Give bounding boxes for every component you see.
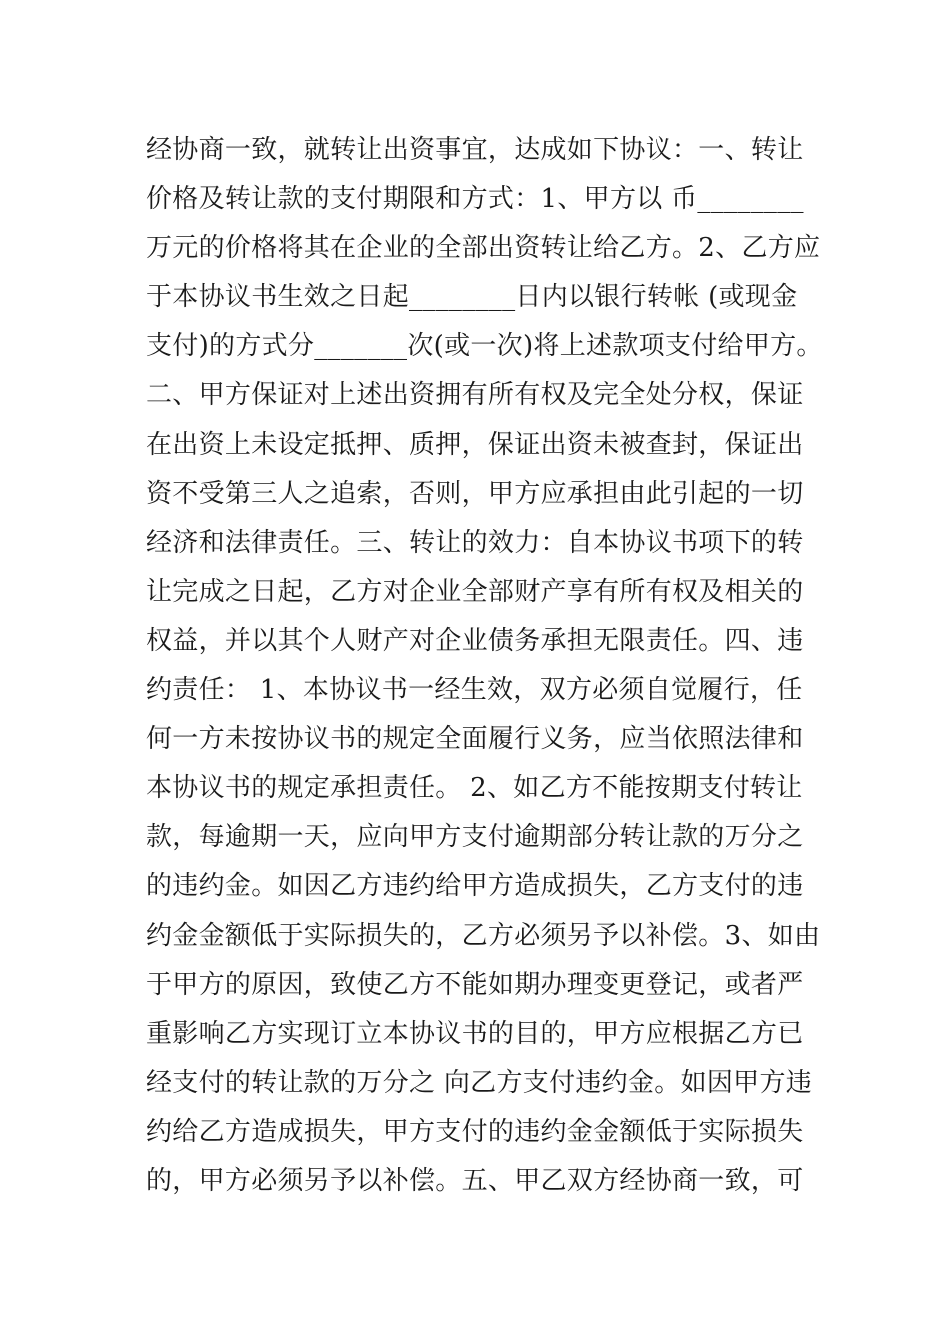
text-line-6: 二、甲方保证对上述出资拥有所有权及完全处分权，保证 xyxy=(146,380,804,411)
text-line-11: 权益，并以其个人财产对企业债务承担无限责任。四、违 xyxy=(146,625,804,656)
text-line-22: 的，甲方必须另予以补偿。五、甲乙双方经协商一致，可 xyxy=(146,1165,804,1196)
text-line-15: 款，每逾期一天，应向甲方支付逾期部分转让款的万分之 xyxy=(146,822,804,853)
text-line-21: 约给乙方造成损失，甲方支付的违约金金额低于实际损失 xyxy=(146,1116,804,1147)
text-line-9: 经济和法律责任。三、转让的效力：自本协议书项下的转 xyxy=(146,527,804,558)
text-line-20: 经支付的转让款的万分之 向乙方支付违约金。如因甲方违 xyxy=(146,1067,813,1098)
text-line-13: 何一方未按协议书的规定全面履行义务，应当依照法律和 xyxy=(146,724,804,755)
text-line-2: 价格及转让款的支付期限和方式：1、甲方以 币________ xyxy=(146,184,804,215)
text-line-18: 于甲方的原因，致使乙方不能如期办理变更登记，或者严 xyxy=(146,969,804,1000)
text-line-5: 支付)的方式分_______次(或一次)将上述款项支付给甲方。 xyxy=(146,331,823,362)
text-line-12: 约责任： 1、本协议书一经生效，双方必须自觉履行，任 xyxy=(146,675,803,706)
text-line-1: 经协商一致，就转让出资事宜，达成如下协议：一、转让 xyxy=(146,135,804,165)
text-line-10: 让完成之日起，乙方对企业全部财产享有所有权及相关的 xyxy=(146,576,804,607)
text-line-7: 在出资上未设定抵押、质押，保证出资未被查封，保证出 xyxy=(146,429,804,460)
text-line-16: 的违约金。如因乙方违约给甲方造成损失，乙方支付的违 xyxy=(146,871,804,902)
text-line-19: 重影响乙方实现订立本协议书的目的，甲方应根据乙方已 xyxy=(146,1018,804,1049)
text-line-17: 约金金额低于实际损失的，乙方必须另予以补偿。3、如由 xyxy=(146,920,821,951)
text-line-8: 资不受第三人之追索，否则，甲方应承担由此引起的一切 xyxy=(146,478,804,509)
text-line-14: 本协议书的规定承担责任。 2、如乙方不能按期支付转让 xyxy=(146,773,803,804)
text-line-3: 万元的价格将其在企业的全部出资转让给乙方。2、乙方应 xyxy=(146,233,821,264)
text-line-4: 于本协议书生效之日起________日内以银行转帐 (或现金 xyxy=(146,282,798,313)
agreement-body-text xyxy=(146,126,826,1206)
